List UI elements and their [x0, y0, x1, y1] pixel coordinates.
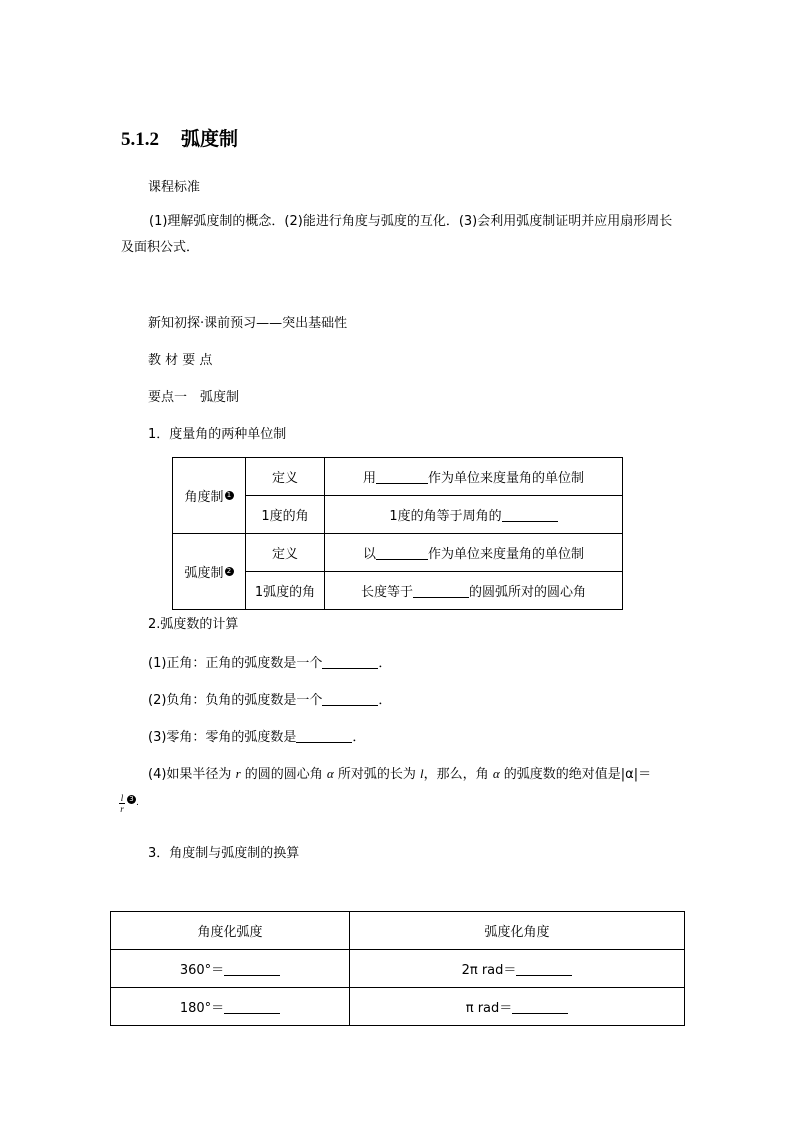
standard-heading: 课程标准 [148, 180, 201, 195]
calc-general: (4)如果半径为 r 的圆的圆心角 α 所对弧的长为 l，那么，角 α 的弧度数的绝对值是|α|＝ [148, 766, 652, 782]
conversion-row-180: 180°＝ [111, 988, 350, 1026]
one-degree-label: 1度的角 [246, 496, 325, 534]
one-degree-text: 1度的角等于周角的 [325, 496, 623, 534]
conversion-row-pi: π rad＝ [350, 988, 685, 1026]
radian-system-cell: 弧度制 2 [173, 534, 246, 610]
item2-heading: 2.弧度数的计算 [148, 617, 239, 632]
conversion-row-2pi: 2π rad＝ [350, 950, 685, 988]
page-title: 5.1.2 弧度制 [121, 128, 239, 150]
one-radian-text: 长度等于 的圆弧所对的圆心角 [325, 572, 623, 610]
section-heading: 新知初探·课前预习——突出基础性 [148, 316, 348, 331]
calc-zero: (3)零角：零角的弧度数是 ． [148, 730, 366, 745]
degree-definition-text: 用 作为单位来度量角的单位制 [325, 458, 623, 496]
degree-definition-label: 定义 [246, 458, 325, 496]
conversion-table [110, 911, 685, 1026]
unit-system-table [172, 457, 623, 610]
radian-definition-label: 定义 [246, 534, 325, 572]
conversion-header-left: 角度化弧度 [111, 912, 350, 950]
fraction-tail: 3 . [126, 795, 139, 808]
calc-negative: (2)负角：负角的弧度数是一个 ． [148, 693, 392, 708]
item1-heading: 1．度量角的两种单位制 [148, 427, 287, 442]
note-marker-3: 3 [127, 795, 136, 804]
material-heading: 教 材 要 点 [148, 353, 213, 368]
one-radian-label: 1弧度的角 [246, 572, 325, 610]
point1-heading: 要点一 弧度制 [148, 390, 240, 405]
standard-text: (1)理解弧度制的概念．(2)能进行角度与弧度的互化．(3)会利用弧度制证明并应用扇形周长及面积公式． [121, 214, 673, 255]
note-marker-2: 2 [225, 567, 234, 576]
radian-fraction: $\frac{l}{r}$ [120, 793, 124, 814]
note-marker-1: 1 [225, 491, 234, 500]
degree-system-cell: 角度制 1 [173, 458, 246, 534]
radian-definition-text: 以 作为单位来度量角的单位制 [325, 534, 623, 572]
conversion-row-360: 360°＝ [111, 950, 350, 988]
conversion-header-right: 弧度化角度 [350, 912, 685, 950]
calc-positive: (1)正角：正角的弧度数是一个 ． [148, 656, 392, 671]
item3-heading: 3．角度制与弧度制的换算 [148, 846, 300, 861]
